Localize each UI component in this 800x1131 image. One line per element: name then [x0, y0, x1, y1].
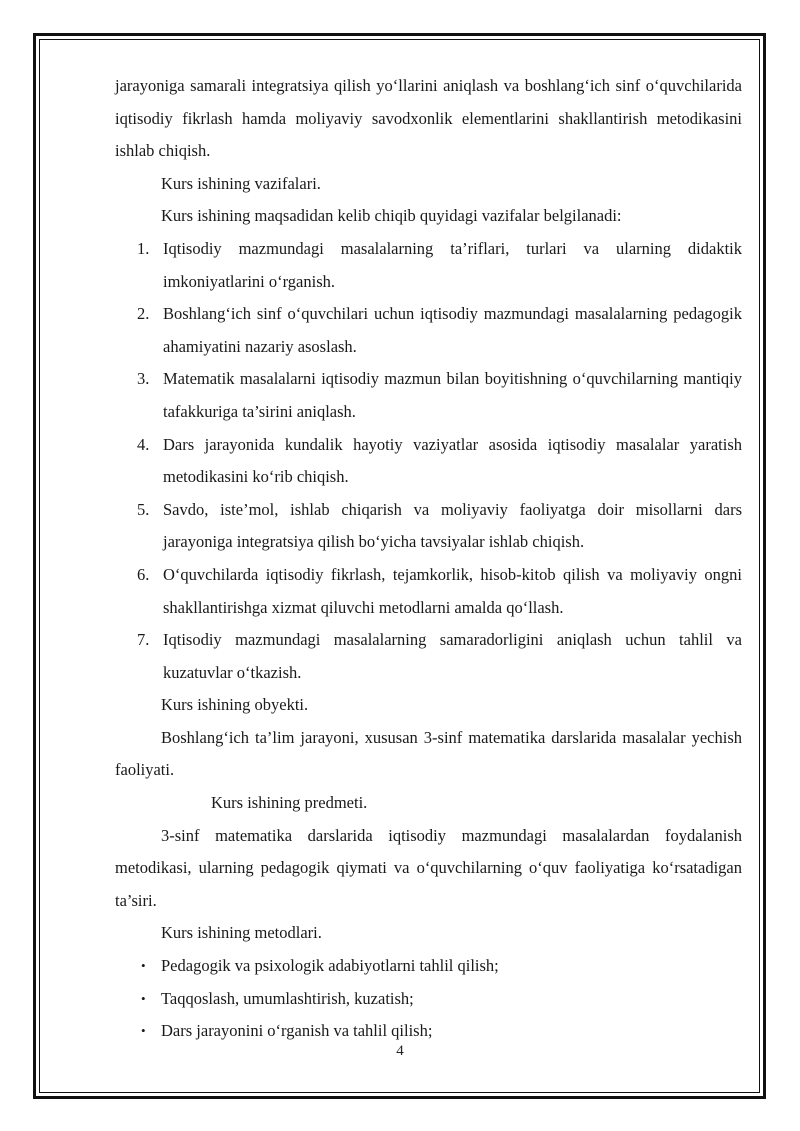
task-text: Iqtisodiy mazmundagi masalalarning ta’riflari, turlari va ularning didaktik imkoniyatlarini o‘rganish.: [163, 238, 742, 291]
method-text: Pedagogik va psixologik adabiyotlarni tahlil qilish;: [161, 956, 499, 976]
method-item: [115, 983, 742, 1016]
methods-heading: Kurs ishining metodlari.: [161, 923, 322, 943]
task-text: Matematik masalalarni iqtisodiy mazmun bilan boyitishning o‘quvchilarning mantiqiy tafakkuriga ta’sirini aniqlash.: [163, 369, 742, 421]
task-item: [115, 494, 742, 559]
task-item: [115, 624, 742, 689]
task-item: [115, 363, 742, 428]
subject-text: 3-sinf matematika darslarida iqtisodiy mazmundagi masalalardan foydalanish metodikasi, ularning pedagogik qiymati va o‘quvchilarning o‘quv faoliyatiga ko‘rsatadigan ta’siri.: [115, 825, 742, 910]
task-number: 4.: [137, 434, 150, 454]
tasks-intro: Kurs ishining maqsadidan kelib chiqib quyidagi vazifalar belgilanadi:: [161, 206, 622, 226]
method-item: [115, 950, 742, 983]
intro-paragraph: jarayoniga samarali integratsiya qilish yo‘llarini aniqlash va boshlang‘ich sinf o‘quvchilarida iqtisodiy fikrlash hamda moliyaviy savodxonlik elementlarini shakllantirish metodikasini ishlab chiqish.: [115, 76, 742, 161]
task-item: [115, 559, 742, 624]
document-body: [115, 70, 742, 1048]
task-item: [115, 429, 742, 494]
task-number: 6.: [137, 564, 150, 584]
task-text: Savdo, iste’mol, ishlab chiqarish va moliyaviy faoliyatga doir misollarni dars jarayoniga integratsiya qilish bo‘yicha tavsiyalar ishlab chiqish.: [163, 499, 742, 552]
object-heading: Kurs ishining obyekti.: [161, 695, 309, 715]
task-text: Iqtisodiy mazmundagi masalalarning samaradorligini aniqlash uchun tahlil va kuzatuvlar o‘tkazish.: [163, 630, 742, 682]
tasks-heading: Kurs ishining vazifalari.: [161, 173, 321, 193]
task-number: 1.: [137, 238, 150, 258]
task-text: Boshlang‘ich sinf o‘quvchilari uchun iqtisodiy mazmundagi masalalarning pedagogik ahamiyatini nazariy asoslash.: [163, 304, 742, 356]
task-item: [115, 233, 742, 298]
tasks-list: [115, 233, 742, 689]
page-number: 4: [396, 1043, 404, 1059]
subject-heading: Kurs ishining predmeti.: [211, 793, 368, 813]
task-number: 2.: [137, 304, 150, 324]
task-text: Dars jarayonida kundalik hayotiy vaziyatlar asosida iqtisodiy masalalar yaratish metodikasini ko‘rib chiqish.: [163, 434, 742, 487]
bullet-icon: •: [141, 958, 146, 974]
method-text: Taqqoslash, umumlashtirish, kuzatish;: [161, 988, 414, 1008]
task-item: [115, 298, 742, 363]
task-number: 3.: [137, 369, 150, 389]
task-text: O‘quvchilarda iqtisodiy fikrlash, tejamkorlik, hisob-kitob qilish va moliyaviy ongni shakllantirishga xizmat qiluvchi metodlarni amalda qo‘llash.: [163, 564, 742, 617]
method-text: Dars jarayonini o‘rganish va tahlil qilish;: [161, 1021, 433, 1041]
bullet-icon: •: [141, 1023, 146, 1039]
bullet-icon: •: [141, 990, 146, 1006]
methods-list: [115, 950, 742, 1048]
task-number: 7.: [137, 630, 150, 650]
object-text: Boshlang‘ich ta’lim jarayoni, xususan 3-sinf matematika darslarida masalalar yechish faoliyati.: [115, 727, 742, 780]
task-number: 5.: [137, 499, 150, 519]
